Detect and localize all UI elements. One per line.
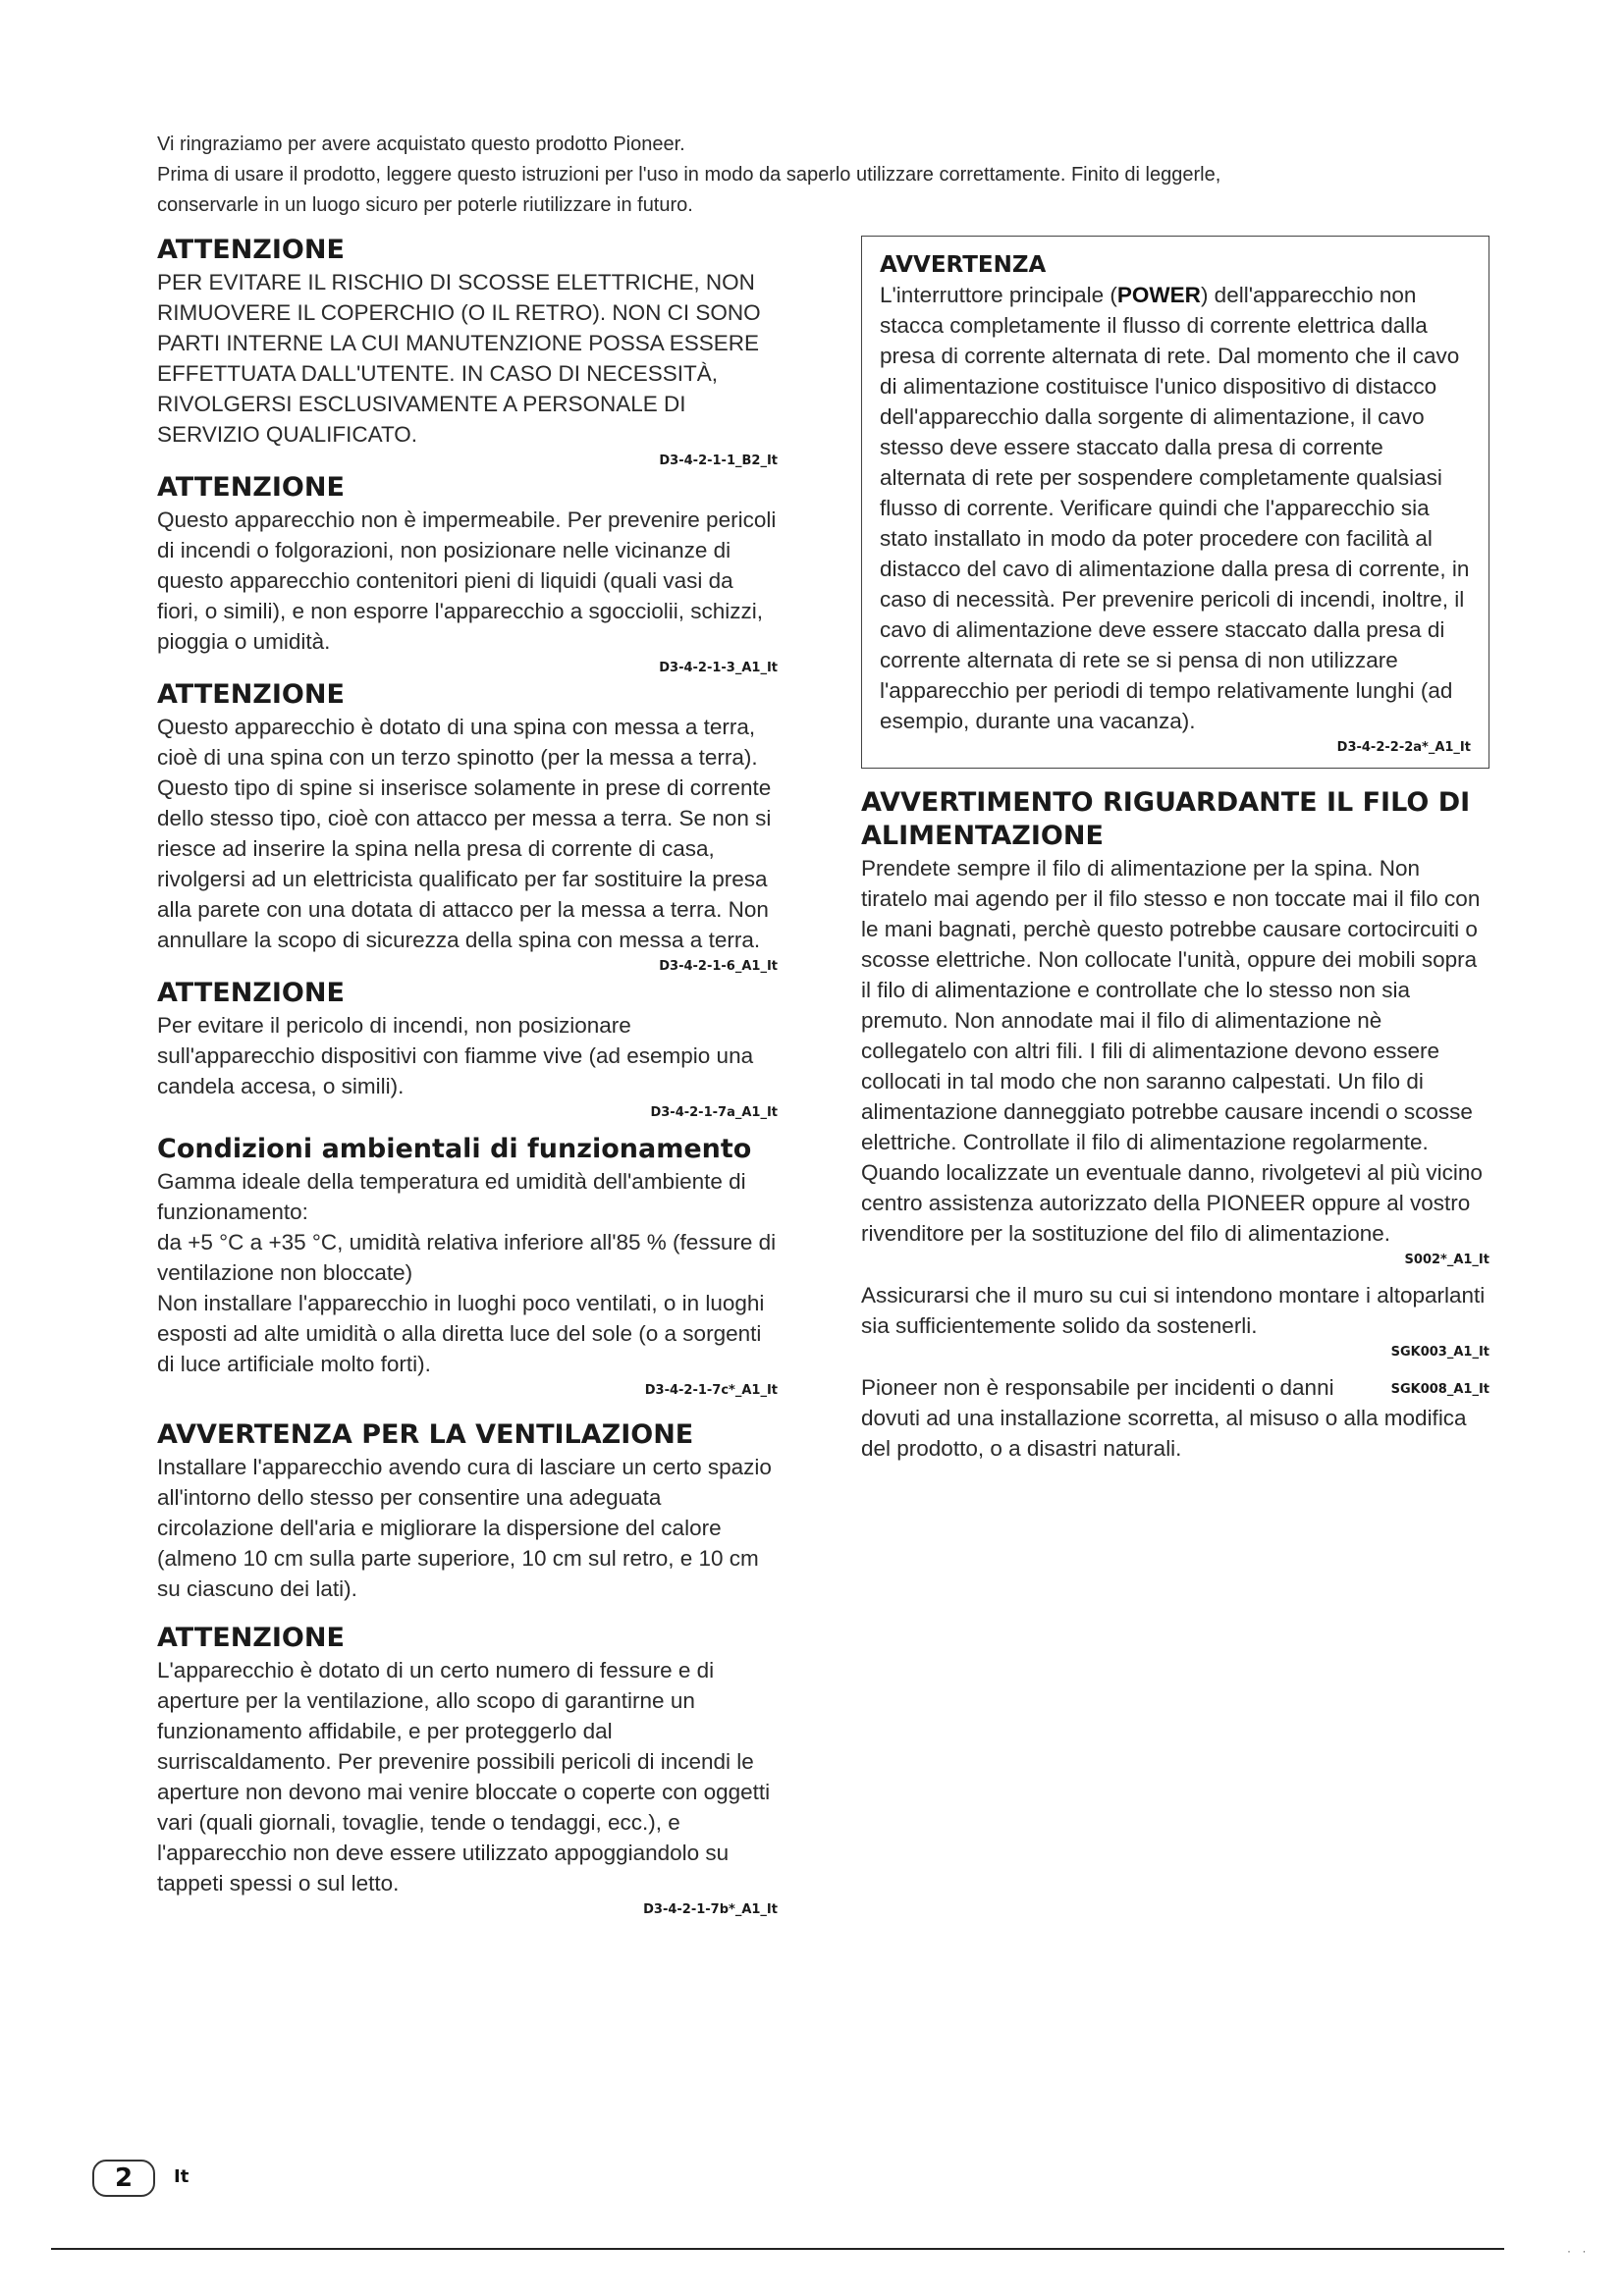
- section-title: AVVERTIMENTO RIGUARDANTE IL FILO DI ALIMENTAZIONE: [861, 787, 1471, 851]
- section-code: D3-4-2-1-1_B2_It: [659, 454, 778, 468]
- intro-line-3: conservarle in un luogo sicuro per poterle riutilizzare in futuro.: [157, 194, 693, 216]
- section-title: ATTENZIONE: [157, 1623, 345, 1653]
- section-text: Gamma ideale della temperatura ed umidità dell'ambiente di funzionamento:: [157, 1169, 746, 1224]
- corner-marks: · ·: [1567, 2244, 1591, 2258]
- box-code: D3-4-2-2-2a*_A1_It: [1336, 740, 1471, 755]
- section-conditions: [157, 1133, 778, 1401]
- section-title: ATTENZIONE: [157, 978, 345, 1008]
- section-attenzione-5: [157, 1622, 778, 1920]
- section-attenzione-1: [157, 234, 778, 471]
- section-code: D3-4-2-1-3_A1_It: [659, 661, 778, 675]
- section-code: SGK008_A1_It: [1390, 1382, 1489, 1397]
- box-text-post: ) dell'apparecchio non stacca completamente il flusso di corrente elettrica dalla presa di corrente alternata di rete. Dal momento che il cavo di alimentazione costituisce l'unico dispositivo di distacco dell'apparecchio dalla sorgente di alimentazione, il cavo stesso deve essere staccato dalla presa di corrente alternata di rete per sospendere completamente qualsiasi flusso di corrente. Verificare quindi che l'apparecchio sia stato installato in modo da poter procedere con facilità al distacco del cavo di alimentazione dalla presa di corrente, in caso di necessità. Per prevenire pericoli di incendi, inoltre, il cavo di alimentazione deve essere staccato dalla presa di corrente alternata di rete se si pensa di non utilizzare l'apparecchio per periodi di tempo relativamente lunghi (ad esempio, durante una vacanza).: [880, 283, 1470, 733]
- section-text: Per evitare il pericolo di incendi, non posizionare sull'apparecchio dispositivi con fiamme vive (ad esempio una candela accesa, o simili).: [157, 1013, 754, 1098]
- section-code: S002*_A1_It: [1404, 1253, 1489, 1267]
- section-text: Installare l'apparecchio avendo cura di lasciare un certo spazio all'intorno dello stesso per consentire una adeguata circolazione dell'aria e migliorare la dispersione del calore (almeno 10 cm sulla parte superiore, 10 cm sul retro, e 10 cm su ciascuno dei lati).: [157, 1455, 772, 1601]
- section-code: SGK003_A1_It: [1390, 1345, 1489, 1360]
- left-column: [157, 234, 778, 1920]
- box-text-pre: L'interruttore principale (: [880, 283, 1117, 307]
- power-label: POWER: [1116, 283, 1201, 307]
- intro-line-2: Prima di usare il prodotto, leggere questo istruzioni per l'uso in modo da saperlo utilizzare correttamente. Finito di leggerle,: [157, 164, 1221, 186]
- section-attenzione-2: [157, 471, 778, 678]
- section-attenzione-3: [157, 678, 778, 977]
- section-text: Questo apparecchio non è impermeabile. Per prevenire pericoli di incendi o folgorazioni, non posizionare nelle vicinanze di questo apparecchio contenitori pieni di liquidi (quali vasi da fiori, o simili), e non esporre l'apparecchio a sgocciolii, schizzi, pioggia o umidità.: [157, 507, 777, 654]
- section-code: D3-4-2-1-7c*_A1_It: [644, 1383, 778, 1398]
- warning-box: [861, 236, 1489, 769]
- section-text: da +5 °C a +35 °C, umidità relativa inferiore all'85 % (fessure di ventilazione non bloccate): [157, 1230, 777, 1285]
- section-ventilation: [157, 1418, 778, 1604]
- liability-text: Pioneer non è responsabile per incidenti o danni dovuti ad una installazione scorretta, al misuso o alla modifica del prodotto, o a disastri naturali.: [861, 1375, 1467, 1461]
- section-text: Prendete sempre il filo di alimentazione per la spina. Non tiratelo mai agendo per il filo stesso e non toccate mai il filo con le mani bagnati, perchè questo potrebbe causare cortocircuiti o scosse elettriche. Non collocate l'unità, oppure dei mobili sopra il filo di alimentazione e controllate che lo stesso non sia premuto. Non annodate mai il filo di alimentazione nè collegatelo con altri fili. I fili di alimentazione devono essere collocati in tal modo che non saranno calpestati. Un filo di alimentazione danneggiato potrebbe causare incendi o scosse elettriche. Controllate il filo di alimentazione regolarmente. Quando localizzate un eventuale danno, rivolgetevi al più vicino centro assistenza autorizzato della PIONEER oppure al vostro rivenditore per la sostituzione del filo di alimentazione.: [861, 856, 1483, 1246]
- section-title: ATTENZIONE: [157, 679, 345, 710]
- section-wall-mount: [861, 1280, 1489, 1362]
- footer-divider: [51, 2248, 1504, 2250]
- section-text: PER EVITARE IL RISCHIO DI SCOSSE ELETTRICHE, NON RIMUOVERE IL COPERCHIO (O IL RETRO). NON CI SONO PARTI INTERNE LA CUI MANUTENZIONE POSSA ESSERE EFFETTUATA DALL'UTENTE. IN CASO DI NECESSITÀ, RIVOLGERSI ESCLUSIVAMENTE A PERSONALE DI SERVIZIO QUALIFICATO.: [157, 270, 761, 447]
- right-column: [861, 234, 1489, 1464]
- section-power-cord: [861, 786, 1489, 1270]
- section-code: D3-4-2-1-7b*_A1_It: [643, 1902, 778, 1917]
- section-text: [861, 1372, 1489, 1464]
- section-text: Non installare l'apparecchio in luoghi poco ventilati, o in luoghi esposti ad alte umidità o alla diretta luce del sole (o a sorgenti di luce artificiale molto forti).: [157, 1291, 765, 1376]
- section-title: ATTENZIONE: [157, 472, 345, 503]
- section-code: D3-4-2-1-6_A1_It: [659, 959, 778, 974]
- section-text: Assicurarsi che il muro su cui si intendono montare i altoparlanti sia sufficientemente solido da sostenerli.: [861, 1283, 1486, 1338]
- section-title: AVVERTENZA PER LA VENTILAZIONE: [157, 1419, 694, 1450]
- language-label: It: [174, 2166, 189, 2187]
- section-attenzione-4: [157, 977, 778, 1123]
- section-code: D3-4-2-1-7a_A1_It: [650, 1105, 778, 1120]
- box-title: AVVERTENZA: [880, 252, 1047, 278]
- section-title: ATTENZIONE: [157, 235, 345, 265]
- intro-text: [157, 130, 1473, 221]
- section-text: Questo apparecchio è dotato di una spina con messa a terra, cioè di una spina con un terzo spinotto (per la messa a terra). Questo tipo di spine si inserisce solamente in prese di corrente dello stesso tipo, cioè con attacco per messa a terra. Se non si riesce ad inserire la spina nella presa di corrente di casa, rivolgersi ad un elettricista qualificato per far sostituire la presa alla parete con una dotata di attacco per la messa a terra. Non annullare la scopo di sicurezza della spina con messa a terra.: [157, 715, 772, 952]
- section-liability: [861, 1372, 1489, 1464]
- page-number: 2: [92, 2160, 155, 2197]
- section-text: L'apparecchio è dotato di un certo numero di fessure e di aperture per la ventilazione, allo scopo di garantirne un funzionamento affidabile, e per proteggerlo dal surriscaldamento. Per prevenire possibili pericoli di incendi le aperture non devono mai venire bloccate o coperte con oggetti vari (quali giornali, tovaglie, tende o tendaggi, ecc.), e l'apparecchio non deve essere utilizzato appoggiandolo su tappeti spessi o sul letto.: [157, 1658, 771, 1896]
- box-text: [880, 280, 1471, 736]
- section-title: Condizioni ambientali di funzionamento: [157, 1134, 752, 1164]
- intro-line-1: Vi ringraziamo per avere acquistato questo prodotto Pioneer.: [157, 133, 685, 155]
